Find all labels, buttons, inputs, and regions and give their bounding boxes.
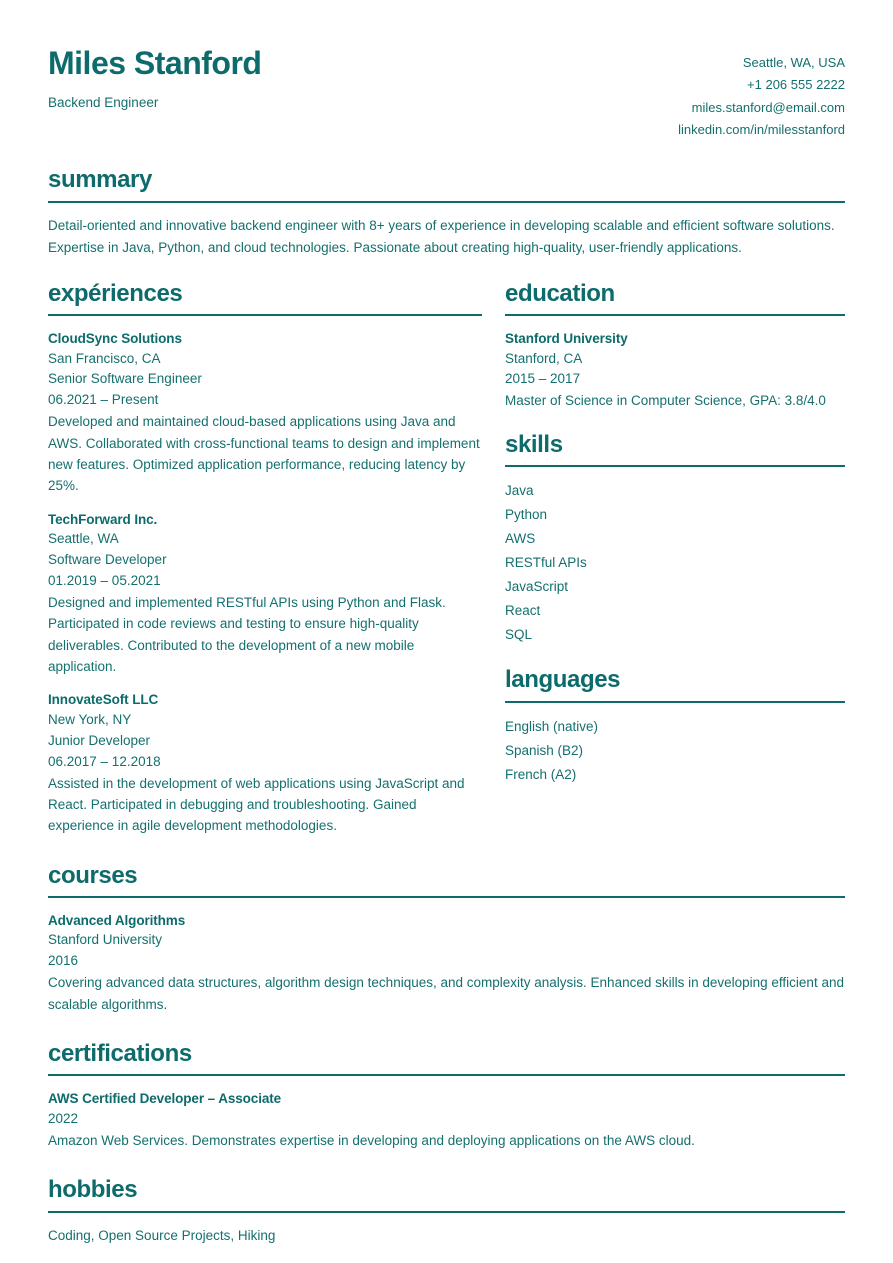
section-rule bbox=[48, 1211, 845, 1213]
experience-entry bbox=[48, 510, 482, 678]
list-item: Spanish (B2) bbox=[505, 742, 584, 758]
education-location: Stanford, CA bbox=[505, 350, 583, 366]
section-rule bbox=[505, 465, 845, 467]
experience-description: Developed and maintained cloud-based applications using Java and AWS. Collaborated with cross-functional teams to design and implement new features. Optimized application performance, reducing latency by 25%. bbox=[48, 414, 480, 494]
experience-entry bbox=[48, 690, 482, 836]
course-year: 2016 bbox=[48, 953, 79, 969]
section-skills bbox=[505, 432, 845, 648]
section-certifications bbox=[48, 1041, 845, 1151]
certification-year: 2022 bbox=[48, 1110, 79, 1126]
section-heading-experience: expériences bbox=[48, 279, 183, 307]
experience-role: Junior Developer bbox=[48, 732, 151, 748]
course-name: Advanced Algorithms bbox=[48, 912, 186, 928]
certification-entry bbox=[48, 1089, 845, 1151]
summary-text: Detail-oriented and innovative backend engineer with 8+ years of experience in developing scalable and efficient software solutions. Expertise in Java, Python, and cloud technologies. Passionate about creating high-quality, user-friendly applications. bbox=[48, 217, 835, 255]
section-rule bbox=[48, 1074, 845, 1076]
certification-name: AWS Certified Developer – Associate bbox=[48, 1091, 282, 1107]
section-summary bbox=[48, 167, 845, 258]
experience-location: San Francisco, CA bbox=[48, 350, 161, 366]
section-heading-summary: summary bbox=[48, 166, 152, 194]
list-item: Python bbox=[505, 507, 548, 523]
experience-description: Assisted in the development of web applications using JavaScript and React. Participated in debugging and troubleshooting. Gained experience in agile development methodologies. bbox=[48, 775, 465, 834]
list-item: AWS bbox=[505, 531, 536, 547]
section-courses bbox=[48, 863, 845, 1015]
contact-linkedin[interactable]: linkedin.com/in/milesstanford bbox=[678, 122, 845, 138]
right-column bbox=[505, 281, 845, 787]
skills-list bbox=[505, 479, 845, 647]
section-heading-hobbies: hobbies bbox=[48, 1176, 138, 1204]
experience-dates: 01.2019 – 05.2021 bbox=[48, 572, 161, 588]
section-heading-skills: skills bbox=[505, 430, 563, 458]
section-heading-education: education bbox=[505, 279, 615, 307]
experience-location: New York, NY bbox=[48, 711, 132, 727]
list-item: French (A2) bbox=[505, 766, 577, 782]
resume-header bbox=[48, 0, 845, 141]
list-item: JavaScript bbox=[505, 579, 569, 595]
certification-description: Amazon Web Services. Demonstrates expertise in developing and deploying applications on the AWS cloud. bbox=[48, 1132, 695, 1148]
list-item: English (native) bbox=[505, 718, 599, 734]
experience-company: TechForward Inc. bbox=[48, 511, 158, 527]
contact-block bbox=[678, 44, 845, 141]
list-item: React bbox=[505, 603, 541, 619]
education-degree: Master of Science in Computer Science, GPA: 3.8/4.0 bbox=[505, 393, 826, 409]
contact-phone[interactable]: +1 206 555 2222 bbox=[747, 77, 845, 93]
experience-role: Software Developer bbox=[48, 552, 167, 568]
section-experience bbox=[48, 281, 482, 837]
identity-block bbox=[48, 44, 261, 111]
section-languages bbox=[505, 667, 845, 786]
experience-dates: 06.2017 – 12.2018 bbox=[48, 753, 161, 769]
course-institution: Stanford University bbox=[48, 932, 163, 948]
section-rule bbox=[505, 701, 845, 703]
left-column bbox=[48, 281, 482, 837]
contact-email[interactable]: miles.stanford@email.com bbox=[691, 99, 845, 115]
education-entry bbox=[505, 329, 845, 412]
section-rule bbox=[505, 314, 845, 316]
experience-company: InnovateSoft LLC bbox=[48, 692, 159, 708]
education-dates: 2015 – 2017 bbox=[505, 371, 581, 387]
section-education bbox=[505, 281, 845, 412]
section-hobbies bbox=[48, 1177, 845, 1246]
page-title: Miles Stanford bbox=[48, 45, 262, 81]
languages-list bbox=[505, 715, 845, 787]
section-heading-certifications: certifications bbox=[48, 1039, 192, 1067]
experience-description: Designed and implemented RESTful APIs using Python and Flask. Participated in code reviews and testing to ensure high-quality deliverables. Contributed to the development of a new mobile application. bbox=[48, 594, 446, 674]
section-rule bbox=[48, 201, 845, 203]
experience-dates: 06.2021 – Present bbox=[48, 392, 159, 408]
section-rule bbox=[48, 314, 482, 316]
job-title: Backend Engineer bbox=[48, 95, 159, 111]
section-heading-languages: languages bbox=[505, 666, 621, 694]
experience-entry bbox=[48, 329, 482, 497]
list-item: Java bbox=[505, 483, 534, 499]
experience-location: Seattle, WA bbox=[48, 531, 119, 547]
experience-role: Senior Software Engineer bbox=[48, 371, 202, 387]
list-item: SQL bbox=[505, 627, 533, 643]
experience-company: CloudSync Solutions bbox=[48, 330, 182, 346]
contact-location: Seattle, WA, USA bbox=[742, 55, 845, 70]
list-item: RESTful APIs bbox=[505, 555, 587, 571]
hobbies-text: Coding, Open Source Projects, Hiking bbox=[48, 1227, 276, 1243]
course-description: Covering advanced data structures, algorithm design techniques, and complexity analysis. Enhanced skills in developing efficient and scalable algorithms. bbox=[48, 975, 844, 1012]
section-rule bbox=[48, 896, 845, 898]
two-column-area bbox=[48, 281, 845, 837]
education-school: Stanford University bbox=[505, 330, 628, 346]
section-heading-courses: courses bbox=[48, 861, 138, 889]
course-entry bbox=[48, 911, 845, 1015]
